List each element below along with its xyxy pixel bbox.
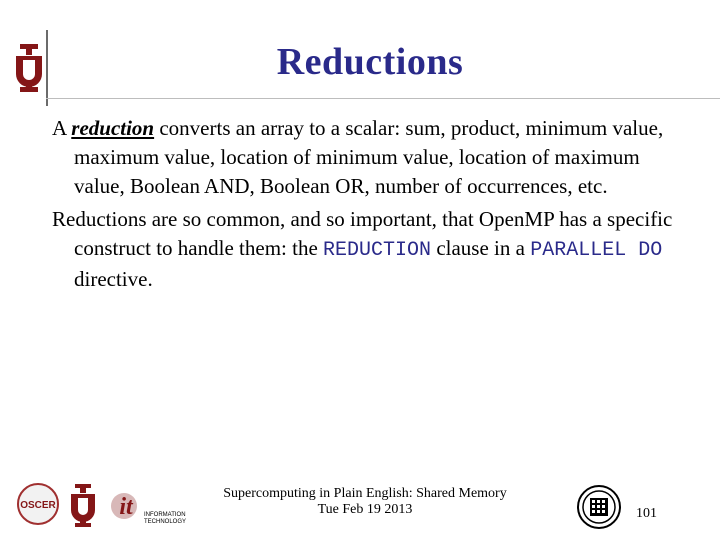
- term-reduction: reduction: [71, 116, 155, 140]
- svg-text:INFORMATION: INFORMATION: [144, 512, 186, 518]
- footer-course-title: Supercomputing in Plain English: Shared Memory: [223, 486, 507, 501]
- svg-text:it: it: [119, 494, 133, 520]
- title-vertical-rule: [46, 30, 48, 106]
- code-reduction: REDUCTION: [323, 239, 432, 262]
- svg-text:OSCER: OSCER: [20, 500, 56, 511]
- seal-icon: [576, 484, 622, 530]
- footer-date: Tue Feb 19 2013: [317, 502, 413, 517]
- ou-logo-icon: [12, 44, 46, 92]
- footer-caption: [200, 486, 530, 518]
- title-horizontal-rule: [46, 98, 720, 99]
- slide-title: Reductions: [276, 41, 464, 83]
- paragraph-reduction-definition: A reduction converts an array to a scalar: sum, product, minimum value, maximum value, location of minimum value, location of maximum value, Boolean AND, Boolean OR, number of occurrences, etc.: [52, 116, 664, 198]
- footer-logos: [14, 482, 210, 528]
- paragraph-openmp-reduction: Reductions are so common, and so important, that OpenMP has a specific construct to handle them: the REDUCTION clause in a PARALLEL DO directive.: [52, 207, 673, 291]
- slide-body: [52, 114, 692, 298]
- oscer-logo-icon: [18, 484, 58, 524]
- it-logo-icon: [111, 493, 186, 525]
- ou-logo-icon: [71, 484, 95, 527]
- code-parallel-do: PARALLEL DO: [530, 239, 663, 262]
- svg-text:TECHNOLOGY: TECHNOLOGY: [144, 519, 187, 525]
- page-number: 101: [636, 506, 657, 521]
